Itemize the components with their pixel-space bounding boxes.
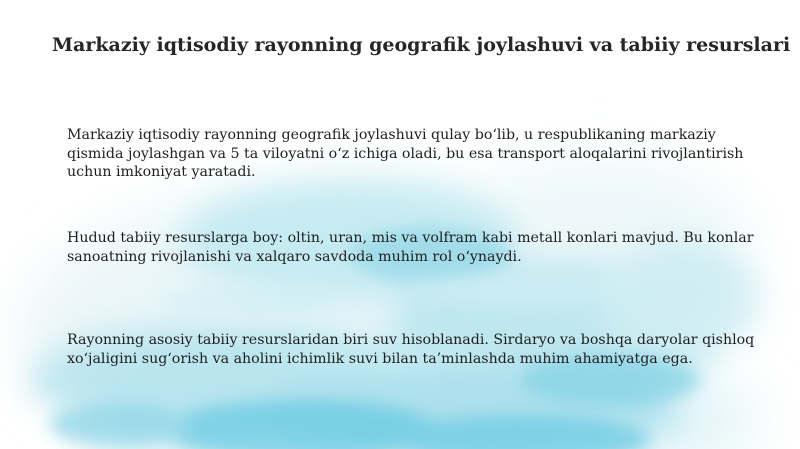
slide-title: Markaziy iqtisodiy rayonning geografik joylashuvi va tabiiy resurslari [52,34,791,56]
paragraph-mineral-resources: Hudud tabiiy resurslarga boy: oltin, uran, mis va volfram kabi metall konlari mavjud. Bu konlar sanoatning rivojlanishi va xalqaro savdoda muhim rol o‘ynaydi. [67,230,754,265]
paragraph-geography: Markaziy iqtisodiy rayonning geografik joylashuvi qulay bo‘lib, u respublikaning markaziy qismida joylashgan va 5 ta viloyatni o‘z ichiga oladi, bu esa transport aloqalarini rivojlantirish uchun imkoniyat yaratadi. [67,127,744,180]
paragraph-water-resources: Rayonning asosiy tabiiy resurslaridan biri suv hisoblanadi. Sirdaryo va boshqa daryolar qishloq xo‘jaligini sug‘orish va aholini ichimlik suvi bilan ta’minlashda muhim ahamiyatga ega. [67,332,755,367]
